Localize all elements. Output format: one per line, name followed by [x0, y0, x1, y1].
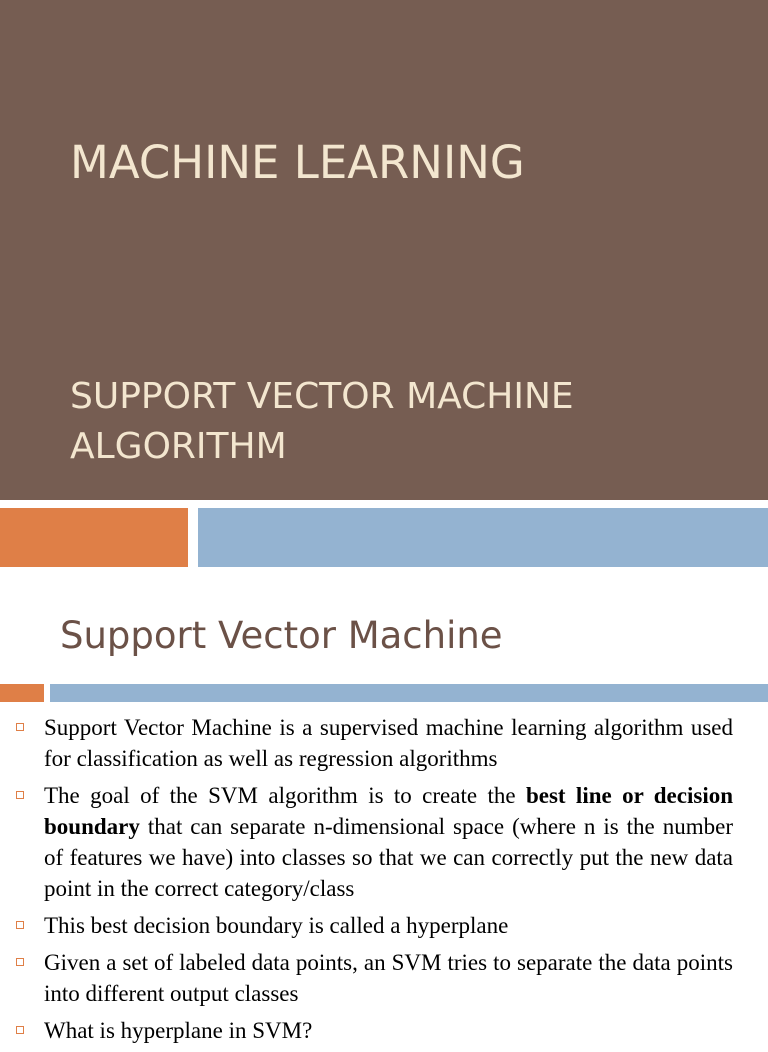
- bullet-text: What is hyperplane in SVM?: [44, 1018, 313, 1043]
- bullet-text-after: that can separate n-dimensional space (where n is the number of features we have) into classes so that we can correctly put the new data point in the correct category/class: [44, 814, 733, 901]
- bullet-item: [0, 1015, 768, 1046]
- bullet-item: [0, 947, 768, 1009]
- square-bullet-icon: [16, 723, 24, 731]
- heading-accent-bar-orange: [0, 684, 44, 702]
- square-bullet-icon: [16, 958, 24, 966]
- bullet-text: Given a set of labeled data points, an SVM tries to separate the data points into different output classes: [44, 950, 733, 1006]
- slide-subtitle: SUPPORT VECTOR MACHINE ALGORITHM: [70, 376, 574, 467]
- heading-accent-bar-blue: [50, 684, 768, 702]
- bullet-text: This best decision boundary is called a hyperplane: [44, 913, 509, 938]
- square-bullet-icon: [16, 791, 24, 799]
- bullet-text-before: The goal of the SVM algorithm is to create the: [44, 783, 526, 808]
- accent-bar-orange: [0, 508, 188, 567]
- bullet-item: [0, 780, 768, 904]
- title-slide: [0, 0, 768, 500]
- bullet-list: [0, 712, 768, 1052]
- square-bullet-icon: [16, 921, 24, 929]
- accent-bar-blue: [198, 508, 768, 567]
- bullet-item: [0, 910, 768, 941]
- slide-title: MACHINE LEARNING: [70, 136, 525, 189]
- bullet-item: [0, 712, 768, 774]
- square-bullet-icon: [16, 1026, 24, 1034]
- content-slide-heading: Support Vector Machine: [60, 614, 503, 657]
- bullet-text: Support Vector Machine is a supervised machine learning algorithm used for classification as well as regression algorithms: [44, 715, 733, 771]
- bullet-text-bold: best line or decision boundary: [44, 783, 733, 839]
